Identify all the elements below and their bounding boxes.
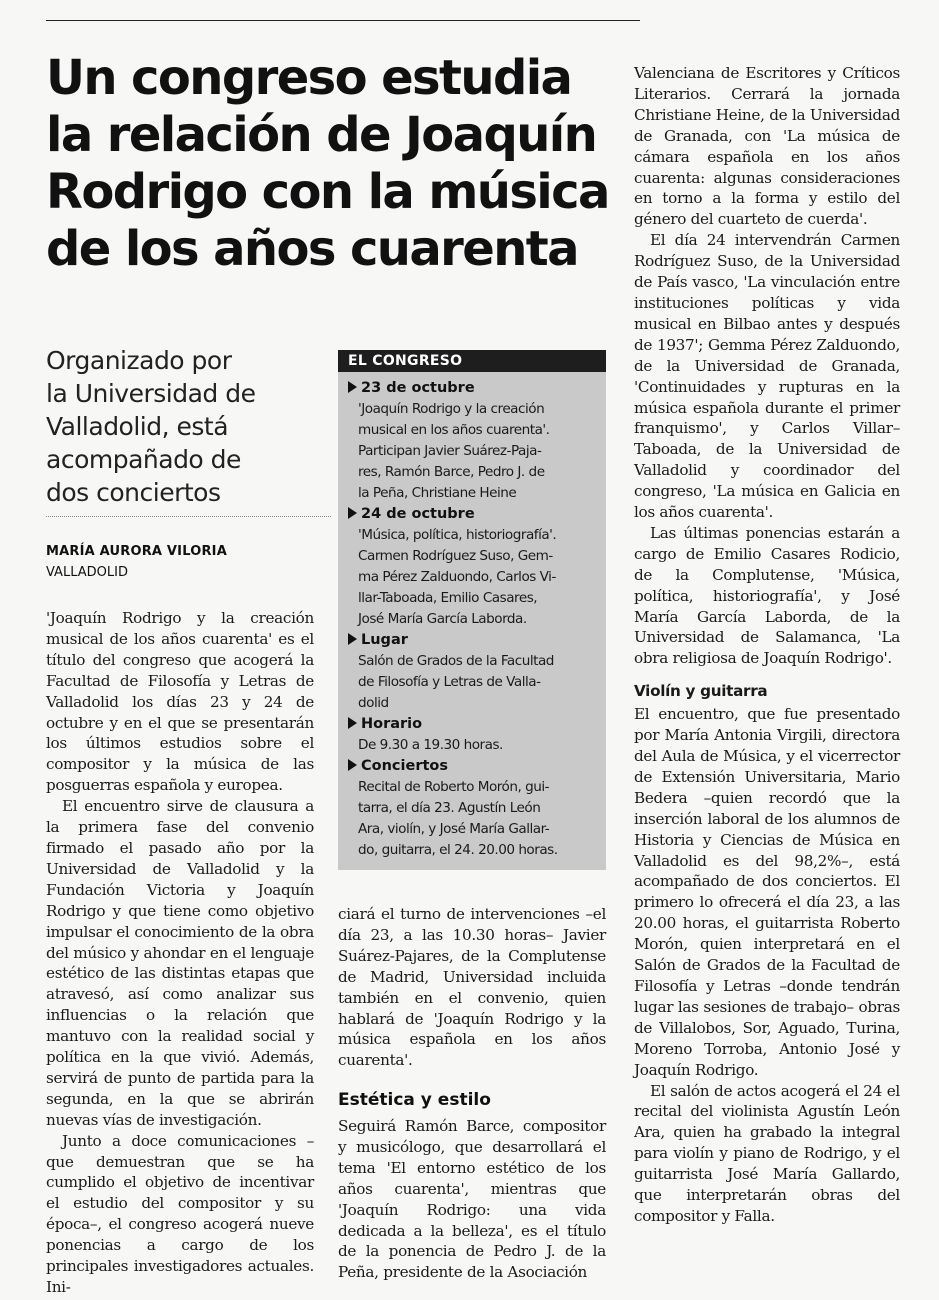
headline-line: Rodrigo con la música (46, 164, 609, 220)
article-column-3 (634, 63, 900, 1227)
info-box-item (348, 378, 596, 504)
paragraph: 'Joaquín Rodrigo y la creación musical de los años cuarenta' es el título del congreso que acogerá la Facultad de Filosofía y Letras de Valladolid los días 23 y 24 de octubre y en el que se presentarán los últimos estudios sobre el compositor y la música de las posguerras española y europea. (46, 609, 314, 795)
section-subheading: Violín y guitarra (634, 682, 768, 701)
info-box-line: musical en los años cuarenta'. (358, 422, 550, 438)
paragraph: Valenciana de Escritores y Críticos Literarios. Cerrará la jornada Christiane Heine, de la Universidad de Granada, con 'La música de cámara española en los años cuarenta: algunas consideraciones en torno a la forma y estilo del género del cuarteto de cuerda'. (634, 64, 900, 229)
info-box-title: EL CONGRESO (338, 350, 606, 372)
subheadline (46, 344, 331, 509)
info-box-text (348, 399, 596, 504)
article-column-2-continued (338, 1116, 606, 1283)
info-box-item (348, 504, 596, 630)
article-column-1 (46, 608, 314, 1298)
info-box-text (348, 651, 596, 714)
info-box-line: Salón de Grados de la Facultad (358, 653, 554, 669)
info-box-label: Horario (361, 716, 423, 732)
subhead-line: acompañado de (46, 445, 241, 474)
info-box-line: res, Ramón Barce, Pedro J. de (358, 464, 545, 480)
triangle-bullet-icon (348, 381, 357, 393)
info-box-line: 'Música, política, historiografía'. (358, 527, 557, 543)
info-box-line: Recital de Roberto Morón, gui- (358, 779, 550, 795)
info-box-line: llar-Taboada, Emilio Casares, (358, 590, 538, 606)
info-box-text (348, 735, 596, 756)
info-box-text (348, 777, 596, 861)
info-box-line: tarra, el día 23. Agustín León (358, 800, 541, 816)
info-box-line: dolid (358, 695, 389, 711)
paragraph: El encuentro, que fue presentado por María Antonia Virgili, directora del Aula de Música, y el vicerrector de Extensión Universitaria, Mario Bedera –quien recordó que la inserción laboral de los alumnos de Historia y Ciencias de Música en Valladolid es del 98,2%–, está acompañado de dos conciertos. El primero lo ofrecerá el día 23, a las 20.00 horas, el guitarrista Roberto Morón, quien interpretará en el Salón de Grados de la Facultad de Filosofía y Letras –donde tendrán lugar las sesiones de trabajo– obras de Villalobos, Sor, Aguado, Turina, Moreno Torroba, Antonio José y Joaquín Rodrigo. (634, 705, 900, 1079)
info-box-item (348, 630, 596, 714)
subhead-line: la Universidad de (46, 379, 256, 408)
info-box-line: Ara, violín, y José María Gallar- (358, 821, 550, 837)
paragraph: El encuentro sirve de clausura a la primera fase del convenio firmado el pasado año por la Universidad de Valladolid y la Fundación Victoria y Joaquín Rodrigo y que tiene como objetivo impulsar el conocimiento de la obra del músico y ahondar en el lenguaje estético de las distintas etapas que atravesó, así como analizar sus influencias o la relación que mantuvo con la realidad social y política en la que vivió. Además, servirá de punto de partida para la segunda, en la que se abrirán nuevas vías de investigación. (46, 797, 314, 1129)
info-box-line: Participan Javier Suárez-Paja- (358, 443, 542, 459)
info-box-label: Lugar (361, 632, 408, 648)
paragraph: ciará el turno de intervenciones –el día 23, a las 10.30 horas– Javier Suárez-Pajares, de la Complutense de Madrid, Universidad incluida también en el convenio, quien hablará de 'Joaquín Rodrigo y la música española en los años cuarenta'. (338, 905, 606, 1070)
info-box-label: 23 de octubre (361, 380, 475, 396)
paragraph: Junto a doce comunicaciones –que demuestran que se ha cumplido el objetivo de incentivar el estudio del compositor y su época–, el congreso acogerá nueve ponencias a cargo de los principales investigadores actuales. Ini- (46, 1131, 314, 1296)
byline-author: MARÍA AURORA VILORIA (46, 544, 227, 559)
info-box (338, 350, 606, 870)
triangle-bullet-icon (348, 759, 357, 771)
top-rule (46, 20, 640, 21)
paragraph: Seguirá Ramón Barce, compositor y musicólogo, que desarrollará el tema 'El entorno estético de los años cuarenta', mientras que 'Joaquín Rodrigo: una vida dedicada a la belleza', es el título de la ponencia de Pedro J. de la Peña, presidente de la Asociación (338, 1117, 606, 1282)
triangle-bullet-icon (348, 507, 357, 519)
info-box-line: José María García Laborda. (358, 611, 527, 627)
headline-line: de los años cuarenta (46, 221, 578, 277)
info-box-line: de Filosofía y Letras de Valla- (358, 674, 541, 690)
info-box-label: Conciertos (361, 758, 448, 774)
paragraph: El día 24 intervendrán Carmen Rodríguez Suso, de la Universidad de País vasco, 'La vinculación entre instituciones políticas y vida musical en Bilbao antes y después de 1937'; Gemma Pérez Zalduondo, de la Universidad de Granada, 'Continuidades y rupturas en la música española durante el primer franquismo', y Carlos Villar–Taboada, de la Universidad de Valladolid y coordinador del congreso, 'La música en Galicia en los años cuarenta'. (634, 231, 900, 522)
headline (46, 50, 616, 278)
triangle-bullet-icon (348, 717, 357, 729)
byline-place: VALLADOLID (46, 565, 128, 580)
headline-line: la relación de Joaquín (46, 107, 597, 163)
info-box-item (348, 714, 596, 756)
paragraph: Las últimas ponencias estarán a cargo de Emilio Casares Rodicio, de la Complutense, 'Música, política, historiografía', y José María García Laborda, de la Universidad de Salamanca, 'La obra religiosa de Joaquín Rodrigo'. (634, 523, 900, 668)
subhead-line: dos conciertos (46, 478, 221, 507)
article-column-2 (338, 904, 606, 1071)
headline-line: Un congreso estudia (46, 50, 572, 106)
info-box-body (338, 372, 606, 861)
info-box-label: 24 de octubre (361, 506, 475, 522)
info-box-line: Carmen Rodríguez Suso, Gem- (358, 548, 553, 564)
subhead-line: Organizado por (46, 346, 232, 375)
info-box-line: 'Joaquín Rodrigo y la creación (358, 401, 545, 417)
info-box-line: ma Pérez Zalduondo, Carlos Vi- (358, 569, 556, 585)
info-box-text (348, 525, 596, 630)
subhead-line: Valladolid, está (46, 412, 229, 441)
subhead-divider (46, 516, 331, 517)
section-subheading: Estética y estilo (338, 1090, 491, 1110)
paragraph: El salón de actos acogerá el 24 el recital del violinista Agustín León Ara, quien ha grabado la integral para violín y piano de Rodrigo, y el guitarrista José María Gallardo, que interpretarán obras del compositor y Falla. (634, 1081, 900, 1225)
info-box-line: la Peña, Christiane Heine (358, 485, 517, 501)
triangle-bullet-icon (348, 633, 357, 645)
info-box-line: De 9.30 a 19.30 horas. (358, 737, 503, 753)
info-box-line: do, guitarra, el 24. 20.00 horas. (358, 842, 558, 858)
info-box-item (348, 756, 596, 861)
